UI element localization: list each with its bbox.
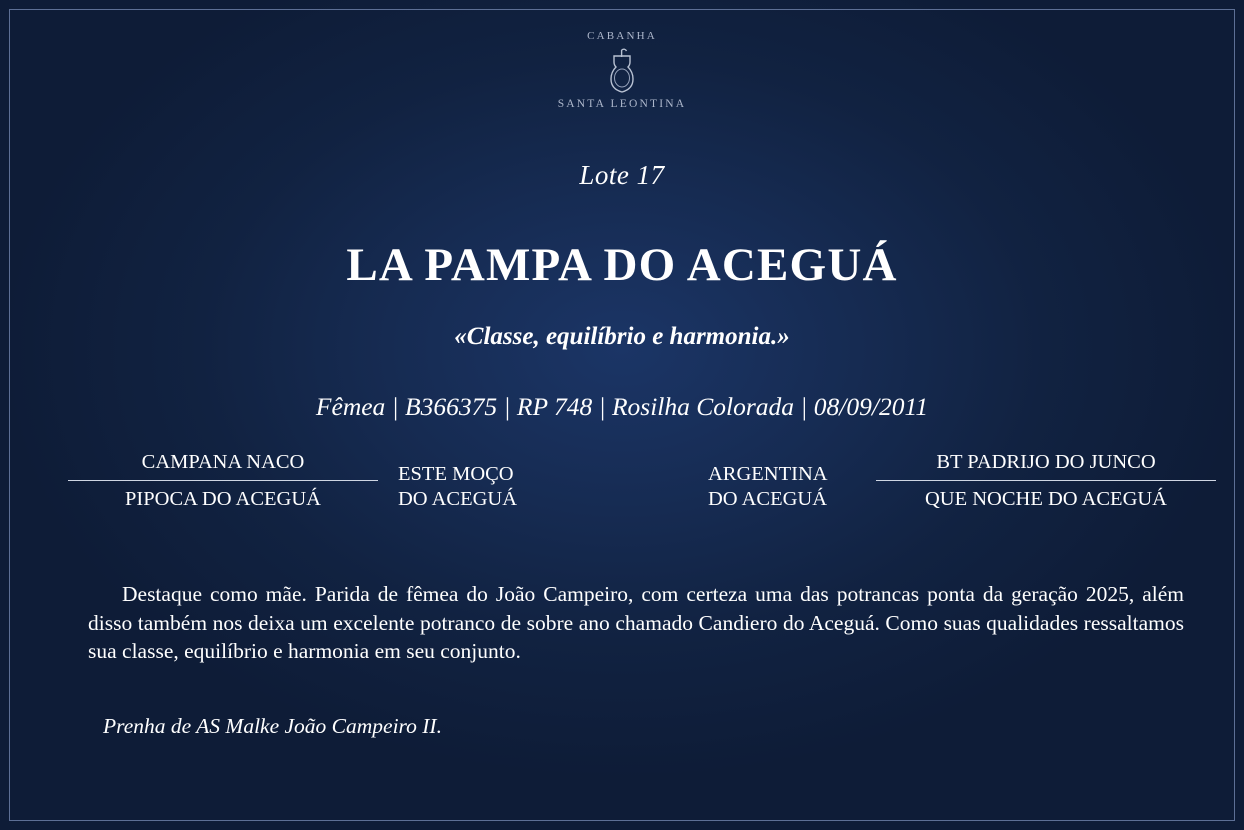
pedigree-sire-name: ESTE MOÇO (398, 463, 514, 485)
pedigree-paternal-grandsire: CAMPANA NACO (141, 451, 305, 473)
page-title: LA PAMPA DO ACEGUÁ (346, 239, 898, 291)
pedigree-divider (68, 480, 378, 481)
brand-bottom-text: SANTA LEONTINA (557, 98, 687, 110)
pedigree-sire (398, 462, 608, 512)
pedigree-chart (30, 450, 1214, 550)
pedigree-paternal-granddam: PIPOCA DO ACEGUÁ (125, 488, 321, 510)
pedigree-dam (708, 462, 888, 512)
brand-logo (0, 30, 1244, 110)
description-text: Destaque como mãe. Parida de fêmea do João Campeiro, com certeza uma das potrancas ponta da geração 2025, além disso também nos deixa um excelente potranco de sobre ano chamado Candiero do Aceguá. Como suas qualidades ressaltamos sua classe, equilíbrio e harmonia em seu conjunto. (88, 582, 1184, 663)
guampa-mate-gourd-icon (600, 44, 644, 96)
pedigree-sire-parents (68, 450, 378, 512)
pedigree-sire-suffix: DO ACEGUÁ (398, 488, 518, 510)
pedigree-maternal-granddam: QUE NOCHE DO ACEGUÁ (924, 488, 1167, 510)
lot-number: Lote 17 (579, 160, 665, 190)
pedigree-dam-parents (876, 450, 1216, 512)
slogan: «Classe, equilíbrio e harmonia.» (454, 323, 790, 350)
pedigree-divider (876, 480, 1216, 481)
pedigree-dam-suffix: DO ACEGUÁ (708, 488, 828, 510)
closing-note: Prenha de AS Malke João Campeiro II. (103, 714, 442, 738)
animal-identification: Fêmea | B366375 | RP 748 | Rosilha Colorada | 08/09/2011 (315, 392, 929, 421)
pedigree-dam-name: ARGENTINA (708, 463, 828, 485)
brand-top-text: CABANHA (587, 30, 657, 42)
pedigree-maternal-grandsire: BT PADRIJO DO JUNCO (936, 451, 1156, 473)
